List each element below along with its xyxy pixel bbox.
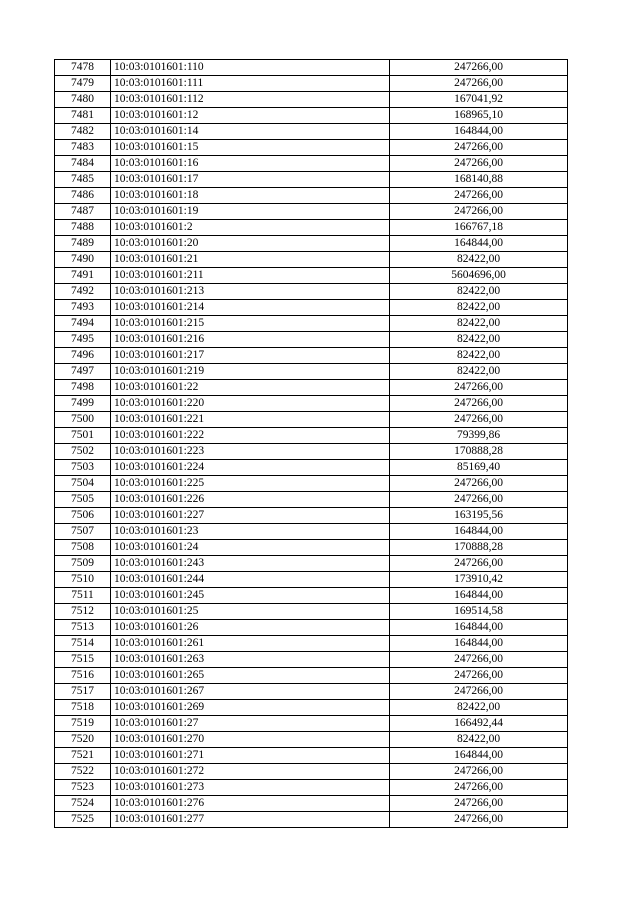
amount-cell: 170888,28 <box>390 540 568 556</box>
amount-cell: 82422,00 <box>390 316 568 332</box>
amount-cell: 5604696,00 <box>390 268 568 284</box>
amount-cell: 82422,00 <box>390 252 568 268</box>
table-row <box>55 172 568 188</box>
amount-cell: 164844,00 <box>390 524 568 540</box>
cadastral-number-cell: 10:03:0101601:18 <box>111 188 390 204</box>
row-number-cell: 7516 <box>55 668 111 684</box>
cadastral-number-cell: 10:03:0101601:276 <box>111 796 390 812</box>
cadastral-number-cell: 10:03:0101601:277 <box>111 812 390 828</box>
row-number-cell: 7517 <box>55 684 111 700</box>
cadastral-number-cell: 10:03:0101601:265 <box>111 668 390 684</box>
amount-cell: 247266,00 <box>390 76 568 92</box>
table-row <box>55 332 568 348</box>
row-number-cell: 7515 <box>55 652 111 668</box>
amount-cell: 82422,00 <box>390 364 568 380</box>
row-number-cell: 7510 <box>55 572 111 588</box>
table-row <box>55 348 568 364</box>
row-number-cell: 7508 <box>55 540 111 556</box>
row-number-cell: 7506 <box>55 508 111 524</box>
row-number-cell: 7486 <box>55 188 111 204</box>
cadastral-number-cell: 10:03:0101601:15 <box>111 140 390 156</box>
table-row <box>55 652 568 668</box>
cadastral-number-cell: 10:03:0101601:23 <box>111 524 390 540</box>
registry-table-body <box>55 60 568 828</box>
table-row <box>55 812 568 828</box>
row-number-cell: 7483 <box>55 140 111 156</box>
amount-cell: 247266,00 <box>390 188 568 204</box>
cadastral-number-cell: 10:03:0101601:243 <box>111 556 390 572</box>
amount-cell: 82422,00 <box>390 284 568 300</box>
row-number-cell: 7479 <box>55 76 111 92</box>
amount-cell: 169514,58 <box>390 604 568 620</box>
cadastral-number-cell: 10:03:0101601:223 <box>111 444 390 460</box>
cadastral-number-cell: 10:03:0101601:221 <box>111 412 390 428</box>
registry-table <box>54 59 568 828</box>
amount-cell: 164844,00 <box>390 236 568 252</box>
table-row <box>55 492 568 508</box>
cadastral-number-cell: 10:03:0101601:211 <box>111 268 390 284</box>
table-row <box>55 76 568 92</box>
cadastral-number-cell: 10:03:0101601:226 <box>111 492 390 508</box>
table-row <box>55 364 568 380</box>
cadastral-number-cell: 10:03:0101601:269 <box>111 700 390 716</box>
amount-cell: 82422,00 <box>390 700 568 716</box>
table-row <box>55 636 568 652</box>
table-row <box>55 124 568 140</box>
cadastral-number-cell: 10:03:0101601:220 <box>111 396 390 412</box>
amount-cell: 164844,00 <box>390 588 568 604</box>
amount-cell: 247266,00 <box>390 412 568 428</box>
amount-cell: 247266,00 <box>390 652 568 668</box>
table-row <box>55 620 568 636</box>
row-number-cell: 7520 <box>55 732 111 748</box>
table-row <box>55 220 568 236</box>
amount-cell: 164844,00 <box>390 636 568 652</box>
row-number-cell: 7512 <box>55 604 111 620</box>
row-number-cell: 7518 <box>55 700 111 716</box>
amount-cell: 163195,56 <box>390 508 568 524</box>
cadastral-number-cell: 10:03:0101601:22 <box>111 380 390 396</box>
cadastral-number-cell: 10:03:0101601:217 <box>111 348 390 364</box>
table-row <box>55 508 568 524</box>
cadastral-number-cell: 10:03:0101601:214 <box>111 300 390 316</box>
cadastral-number-cell: 10:03:0101601:14 <box>111 124 390 140</box>
amount-cell: 247266,00 <box>390 764 568 780</box>
amount-cell: 164844,00 <box>390 620 568 636</box>
table-row <box>55 732 568 748</box>
cadastral-number-cell: 10:03:0101601:244 <box>111 572 390 588</box>
row-number-cell: 7501 <box>55 428 111 444</box>
amount-cell: 173910,42 <box>390 572 568 588</box>
table-row <box>55 268 568 284</box>
cadastral-number-cell: 10:03:0101601:16 <box>111 156 390 172</box>
table-row <box>55 300 568 316</box>
amount-cell: 247266,00 <box>390 492 568 508</box>
cadastral-number-cell: 10:03:0101601:21 <box>111 252 390 268</box>
row-number-cell: 7484 <box>55 156 111 172</box>
row-number-cell: 7482 <box>55 124 111 140</box>
amount-cell: 247266,00 <box>390 204 568 220</box>
amount-cell: 247266,00 <box>390 396 568 412</box>
amount-cell: 247266,00 <box>390 796 568 812</box>
table-row <box>55 140 568 156</box>
table-row <box>55 524 568 540</box>
amount-cell: 82422,00 <box>390 332 568 348</box>
row-number-cell: 7524 <box>55 796 111 812</box>
amount-cell: 247266,00 <box>390 556 568 572</box>
table-row <box>55 556 568 572</box>
row-number-cell: 7525 <box>55 812 111 828</box>
cadastral-number-cell: 10:03:0101601:26 <box>111 620 390 636</box>
cadastral-number-cell: 10:03:0101601:24 <box>111 540 390 556</box>
cadastral-number-cell: 10:03:0101601:245 <box>111 588 390 604</box>
table-row <box>55 716 568 732</box>
table-row <box>55 748 568 764</box>
table-row <box>55 316 568 332</box>
amount-cell: 168965,10 <box>390 108 568 124</box>
cadastral-number-cell: 10:03:0101601:216 <box>111 332 390 348</box>
cadastral-number-cell: 10:03:0101601:110 <box>111 60 390 76</box>
table-row <box>55 284 568 300</box>
row-number-cell: 7504 <box>55 476 111 492</box>
cadastral-number-cell: 10:03:0101601:222 <box>111 428 390 444</box>
table-row <box>55 460 568 476</box>
row-number-cell: 7491 <box>55 268 111 284</box>
row-number-cell: 7499 <box>55 396 111 412</box>
cadastral-number-cell: 10:03:0101601:272 <box>111 764 390 780</box>
table-row <box>55 188 568 204</box>
row-number-cell: 7478 <box>55 60 111 76</box>
row-number-cell: 7503 <box>55 460 111 476</box>
cadastral-number-cell: 10:03:0101601:25 <box>111 604 390 620</box>
cadastral-number-cell: 10:03:0101601:27 <box>111 716 390 732</box>
amount-cell: 82422,00 <box>390 732 568 748</box>
table-row <box>55 204 568 220</box>
table-row <box>55 780 568 796</box>
table-row <box>55 700 568 716</box>
row-number-cell: 7514 <box>55 636 111 652</box>
cadastral-number-cell: 10:03:0101601:273 <box>111 780 390 796</box>
table-row <box>55 764 568 780</box>
row-number-cell: 7523 <box>55 780 111 796</box>
table-row <box>55 156 568 172</box>
row-number-cell: 7490 <box>55 252 111 268</box>
row-number-cell: 7509 <box>55 556 111 572</box>
row-number-cell: 7485 <box>55 172 111 188</box>
amount-cell: 82422,00 <box>390 348 568 364</box>
cadastral-number-cell: 10:03:0101601:17 <box>111 172 390 188</box>
table-row <box>55 380 568 396</box>
row-number-cell: 7505 <box>55 492 111 508</box>
amount-cell: 170888,28 <box>390 444 568 460</box>
row-number-cell: 7493 <box>55 300 111 316</box>
amount-cell: 166492,44 <box>390 716 568 732</box>
cadastral-number-cell: 10:03:0101601:271 <box>111 748 390 764</box>
amount-cell: 247266,00 <box>390 684 568 700</box>
table-row <box>55 252 568 268</box>
amount-cell: 85169,40 <box>390 460 568 476</box>
amount-cell: 168140,88 <box>390 172 568 188</box>
table-row <box>55 92 568 108</box>
row-number-cell: 7519 <box>55 716 111 732</box>
row-number-cell: 7480 <box>55 92 111 108</box>
row-number-cell: 7487 <box>55 204 111 220</box>
table-row <box>55 604 568 620</box>
row-number-cell: 7494 <box>55 316 111 332</box>
cadastral-number-cell: 10:03:0101601:215 <box>111 316 390 332</box>
amount-cell: 247266,00 <box>390 780 568 796</box>
cadastral-number-cell: 10:03:0101601:112 <box>111 92 390 108</box>
amount-cell: 247266,00 <box>390 380 568 396</box>
cadastral-number-cell: 10:03:0101601:267 <box>111 684 390 700</box>
cadastral-number-cell: 10:03:0101601:224 <box>111 460 390 476</box>
table-row <box>55 796 568 812</box>
cadastral-number-cell: 10:03:0101601:111 <box>111 76 390 92</box>
cadastral-number-cell: 10:03:0101601:227 <box>111 508 390 524</box>
amount-cell: 247266,00 <box>390 60 568 76</box>
table-row <box>55 572 568 588</box>
row-number-cell: 7496 <box>55 348 111 364</box>
cadastral-number-cell: 10:03:0101601:213 <box>111 284 390 300</box>
table-row <box>55 60 568 76</box>
amount-cell: 79399,86 <box>390 428 568 444</box>
row-number-cell: 7489 <box>55 236 111 252</box>
cadastral-number-cell: 10:03:0101601:270 <box>111 732 390 748</box>
row-number-cell: 7500 <box>55 412 111 428</box>
cadastral-number-cell: 10:03:0101601:263 <box>111 652 390 668</box>
table-row <box>55 428 568 444</box>
cadastral-number-cell: 10:03:0101601:20 <box>111 236 390 252</box>
cadastral-number-cell: 10:03:0101601:19 <box>111 204 390 220</box>
row-number-cell: 7495 <box>55 332 111 348</box>
row-number-cell: 7502 <box>55 444 111 460</box>
amount-cell: 166767,18 <box>390 220 568 236</box>
amount-cell: 164844,00 <box>390 124 568 140</box>
table-row <box>55 668 568 684</box>
cadastral-number-cell: 10:03:0101601:12 <box>111 108 390 124</box>
cadastral-number-cell: 10:03:0101601:219 <box>111 364 390 380</box>
row-number-cell: 7521 <box>55 748 111 764</box>
amount-cell: 167041,92 <box>390 92 568 108</box>
row-number-cell: 7522 <box>55 764 111 780</box>
amount-cell: 247266,00 <box>390 476 568 492</box>
cadastral-number-cell: 10:03:0101601:261 <box>111 636 390 652</box>
row-number-cell: 7497 <box>55 364 111 380</box>
row-number-cell: 7488 <box>55 220 111 236</box>
table-row <box>55 412 568 428</box>
amount-cell: 247266,00 <box>390 668 568 684</box>
table-row <box>55 396 568 412</box>
cadastral-number-cell: 10:03:0101601:225 <box>111 476 390 492</box>
cadastral-number-cell: 10:03:0101601:2 <box>111 220 390 236</box>
amount-cell: 82422,00 <box>390 300 568 316</box>
amount-cell: 247266,00 <box>390 140 568 156</box>
row-number-cell: 7498 <box>55 380 111 396</box>
table-row <box>55 108 568 124</box>
amount-cell: 247266,00 <box>390 812 568 828</box>
table-row <box>55 684 568 700</box>
table-row <box>55 540 568 556</box>
row-number-cell: 7481 <box>55 108 111 124</box>
table-row <box>55 236 568 252</box>
row-number-cell: 7492 <box>55 284 111 300</box>
row-number-cell: 7507 <box>55 524 111 540</box>
row-number-cell: 7511 <box>55 588 111 604</box>
amount-cell: 164844,00 <box>390 748 568 764</box>
table-row <box>55 588 568 604</box>
table-row <box>55 444 568 460</box>
table-row <box>55 476 568 492</box>
row-number-cell: 7513 <box>55 620 111 636</box>
amount-cell: 247266,00 <box>390 156 568 172</box>
